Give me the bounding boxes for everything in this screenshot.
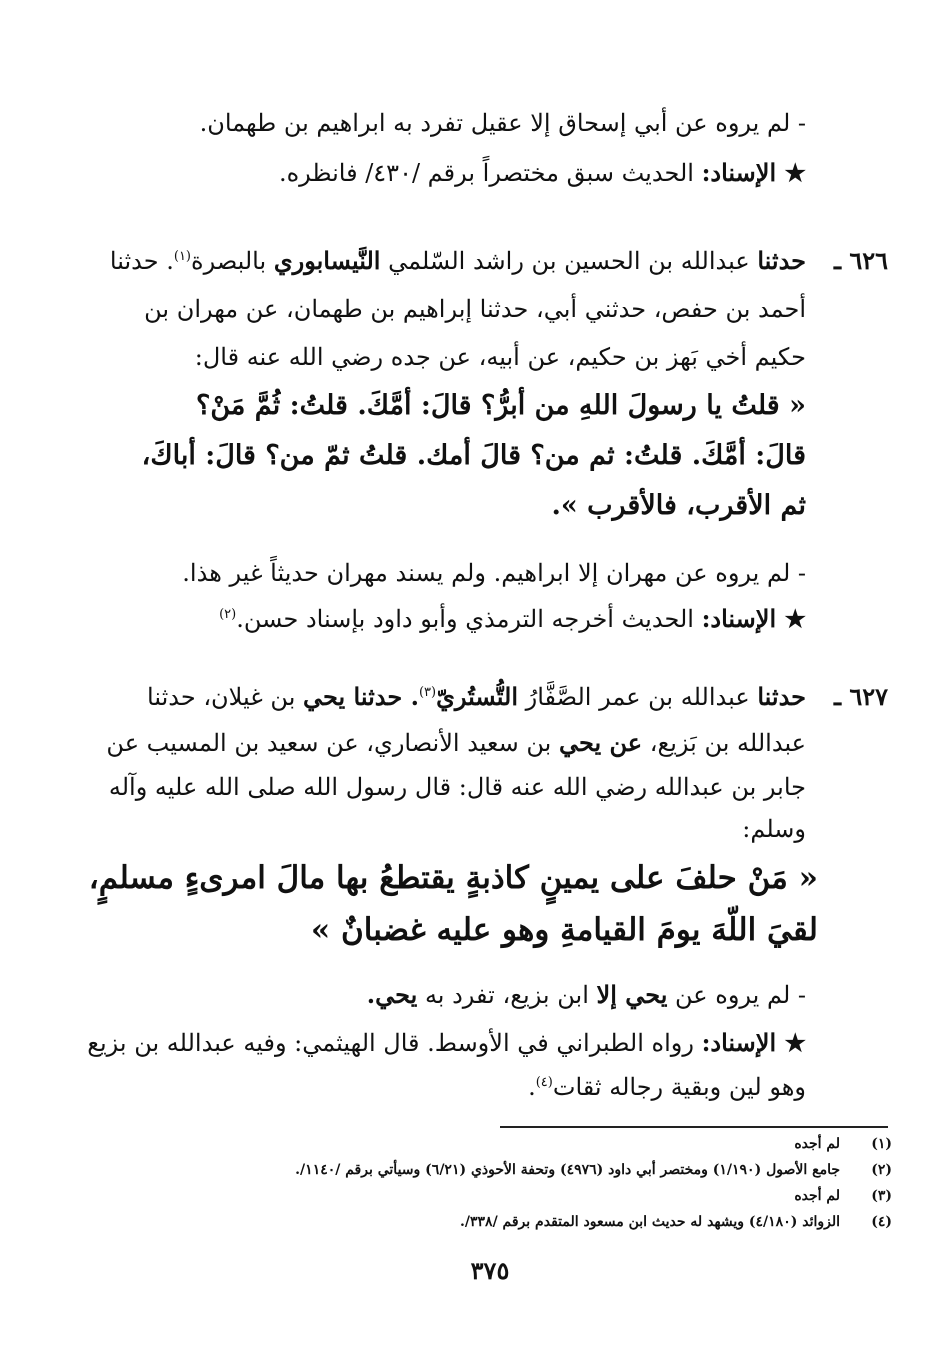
chain-continue: بن غيلان، حدثنا xyxy=(147,683,296,711)
footnote-text: لم أجده xyxy=(794,1188,840,1204)
page-number: ٣٧٥ xyxy=(470,1256,510,1285)
note-text: - لم يروه عن xyxy=(675,981,806,1009)
isnad-end: . xyxy=(528,1073,536,1101)
isnad-label: ★ الإسناد: xyxy=(701,1028,806,1057)
footnote-text: لم أجده xyxy=(794,1136,840,1152)
footnote-ref: (٣) xyxy=(418,685,437,700)
hadith-626-line-2: أحمد بن حفص، حدثني أبي، حدثنا إبراهيم بن طهمان، عن مهران بن xyxy=(144,295,806,323)
note-bold: يحي إلا xyxy=(596,980,668,1009)
isnad-text: وهو لين وبقية رجاله ثقات xyxy=(552,1073,806,1101)
footnote-number: (٤) xyxy=(871,1214,892,1230)
note-bold: يحي. xyxy=(366,980,418,1009)
hadith-626-isnad xyxy=(219,602,806,636)
hadith-627-line-4: وسلم: xyxy=(742,815,806,843)
hadith-627-matn-2: لقيَ اللّهَ يومَ القيامةِ وهو عليه غضبانٌ » xyxy=(310,912,818,948)
haddathana: حدثنا xyxy=(757,246,806,275)
footnote-ref: (٢) xyxy=(219,607,237,622)
intro-isnad xyxy=(279,156,806,190)
hadith-626-line-3: حكيم أخي بَهز بن حكيم، عن أبيه، عن جده رضي الله عنه قال: xyxy=(194,343,806,371)
hadith-627-note xyxy=(367,978,806,1012)
hadith-626-matn-1: « قلتُ يا رسولَ اللهِ من أبرُّ؟ قالَ: أمَّكَ. قلتُ: ثُمَّ مَنْ؟ xyxy=(196,390,806,421)
isnad-label: ★ الإسناد: xyxy=(701,158,806,187)
isnad-text: رواه الطبراني في الأوسط. قال الهيثمي: وفيه عبدالله بن بزيع xyxy=(87,1029,694,1057)
hadith-627-line-1 xyxy=(147,680,806,714)
hadith-627-matn-1: « مَنْ حلفَ على يمينٍ كاذبةٍ يقتطعُ بها مالَ امرىءٍ مسلمٍ، xyxy=(88,860,818,896)
isnad-text: الحديث سبق مختصراً برقم /٤٣٠/ فانظره. xyxy=(278,159,694,187)
hadith-626-note: - لم يروه عن مهران إلا ابراهيم. ولم يسند مهران حديثاً غير هذا. xyxy=(182,559,806,587)
isnad-text: الحديث أخرجه الترمذي وأبو داود بإسناد حسن. xyxy=(236,605,694,633)
footnote-text: الزوائد (٤/١٨٠) ويشهد له حديث ابن مسعود المتقدم برقم /٣٣٨/. xyxy=(460,1214,840,1230)
hadith-627-line-2 xyxy=(106,726,806,760)
footnote-text: جامع الأصول (١/١٩٠) ومختصر أبي داود (٤٩٧٦) وتحفة الأحوذي (٦/٢١) وسيأتي برقم /١١٤٠/. xyxy=(295,1162,840,1178)
hadith-number: ٦٢٧ ـ xyxy=(833,682,888,711)
narrator-place: بالبصرة xyxy=(191,247,267,275)
haddathana: حدثنا xyxy=(757,682,806,711)
narrator-nisba: النَّيسابوري xyxy=(273,246,381,275)
hadith-627-line-3: جابر بن عبدالله رضي الله عنه قال: قال رسول الله صلى الله عليه وآله xyxy=(108,773,806,801)
note-text: ابن بزيع، تفرد به xyxy=(424,981,589,1009)
footnote-ref: (١) xyxy=(173,249,191,264)
footnote-divider xyxy=(500,1126,888,1128)
chain-continue: . حدثنا xyxy=(109,247,174,275)
hadith-626-matn-2: قالَ: أمَّكَ. قلتُ: ثم من؟ قالَ أمك. قلتُ ثمّ من؟ قالَ: أباكَ، xyxy=(141,440,806,471)
intro-note: - لم يروه عن أبي إسحاق إلا عقيل تفرد به ابراهيم بن طهمان. xyxy=(199,109,806,137)
hadith-626-line-1 xyxy=(110,244,806,278)
narrator-name: عبدالله بن الحسين بن راشد السّلمي xyxy=(388,247,750,275)
footnote-number: (١) xyxy=(871,1136,892,1152)
narrator-name: عبدالله بن بَزيع، xyxy=(649,729,806,757)
narrator-nisba: التُّستُريّ xyxy=(436,682,518,711)
hadith-627-isnad-2 xyxy=(528,1070,806,1104)
hadith-626-matn-3: ثم الأقرب، فالأقرب ». xyxy=(551,490,806,521)
hadith-number: ٦٢٦ ـ xyxy=(833,246,888,275)
chain-continue: بن سعيد الأنصاري، عن سعيد بن المسيب عن xyxy=(106,729,552,757)
footnote-number: (٢) xyxy=(871,1162,892,1178)
footnote-ref: (٤) xyxy=(535,1075,553,1090)
narrator-yahya: عن يحي xyxy=(558,728,643,757)
isnad-label: ★ الإسناد: xyxy=(701,604,806,633)
footnote-number: (٣) xyxy=(871,1188,892,1204)
narrator-yahya: . حدثنا يحي xyxy=(303,682,419,711)
narrator-name: عبدالله بن عمر الصَّفَّارُ xyxy=(525,683,750,711)
hadith-627-isnad xyxy=(87,1026,806,1060)
